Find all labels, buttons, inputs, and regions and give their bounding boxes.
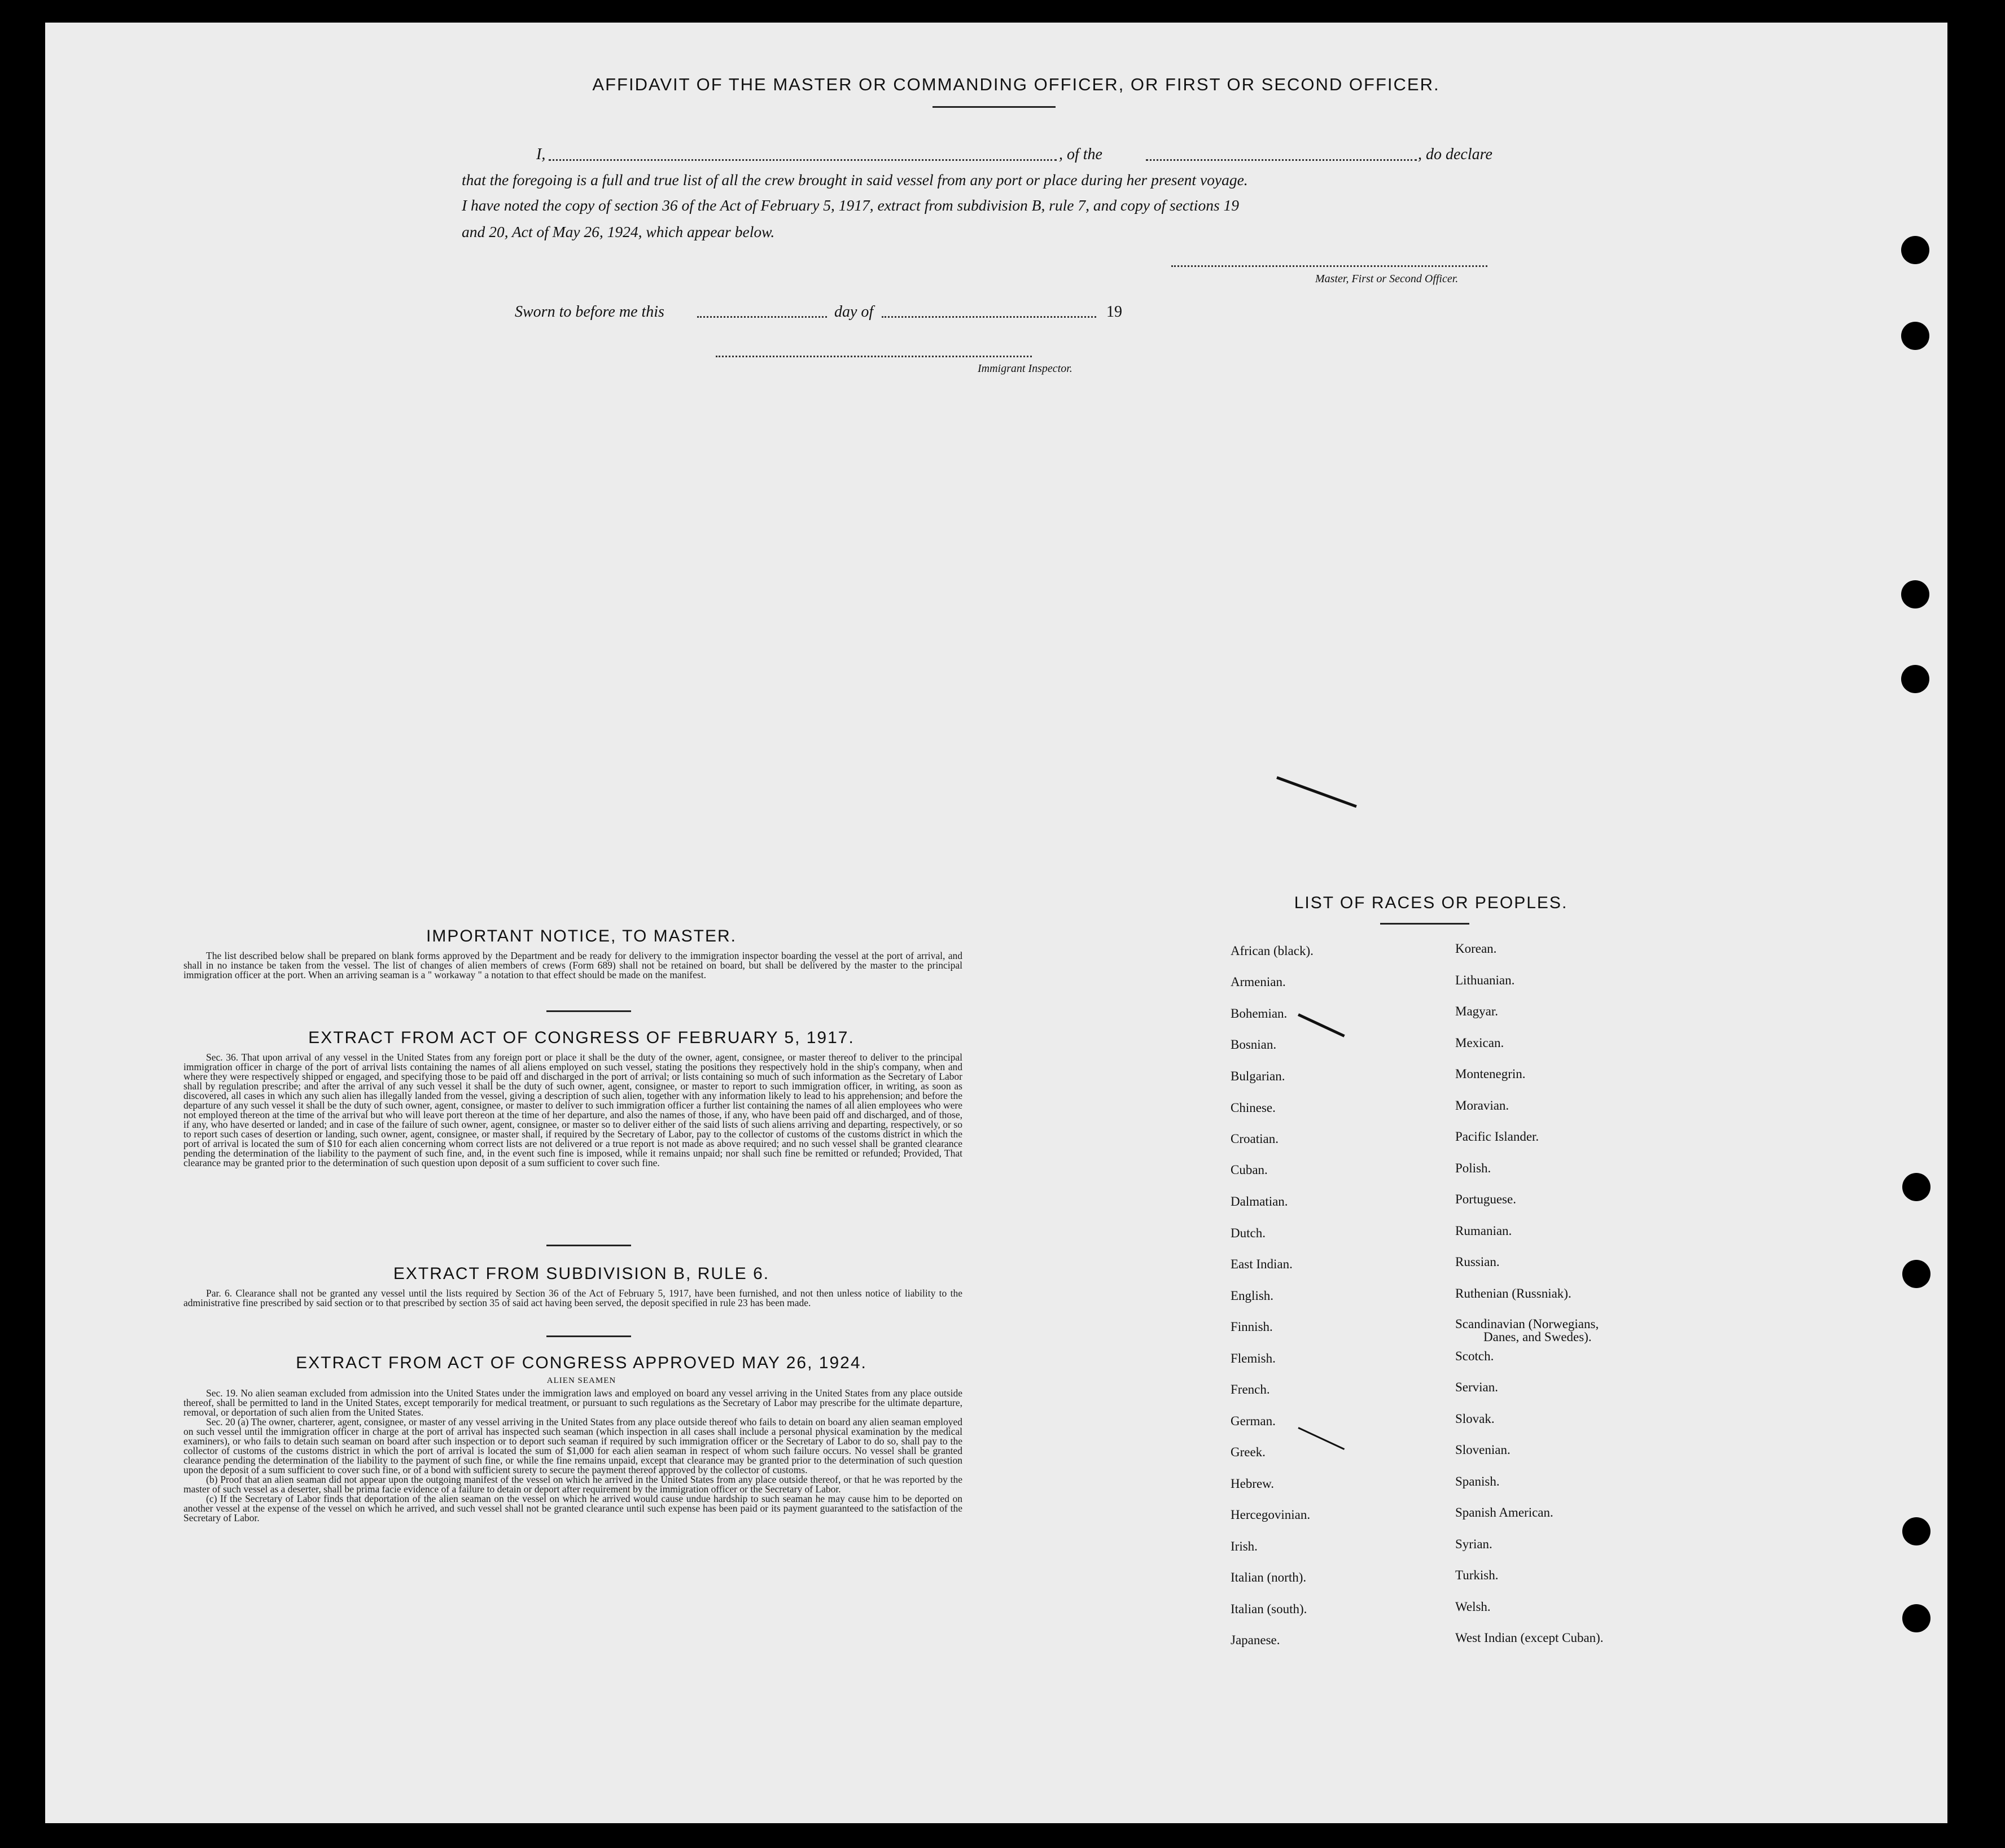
sworn-month-field[interactable] bbox=[882, 316, 1096, 318]
notice-paragraph: The list described below shall be prepared on blank forms approved by the Department and be ready for delivery to the immigration inspector boarding the vessel at the port of arrival, and shall in no instance be taken from the vessel. The list of changes of alien members of crews (Form 689) shall not be retained on board, but shall be delivered by the master to the principal immigration officer at the port. When an arriving seaman is a " workaway " a notation to that effect should be made on the manifest. bbox=[183, 950, 962, 980]
section-divider bbox=[546, 1245, 631, 1246]
punch-hole bbox=[1902, 1604, 1930, 1632]
section-20a-paragraph: Sec. 20 (a) The owner, charterer, agent, consignee, or master of any vessel arriving in the United States from any place outside thereof who fails to detain on board any alien seaman employed on such vessel until the immigration officer in charge at the port of arrival has inspected such seaman (which inspection in all cases shall include a personal physical examination by the medical examiners), or who fails to detain such seaman on board after such inspection or to deport such seaman if required by such immigration officer or the Secretary of Labor to do so, shall pay to the collector of customs of the customs district in which the port of arrival is located the sum of $1,000 for each alien seaman in respect of whom such failure occurs. No vessel shall be granted clearance pending the determination of the liability to the payment of such fine, or while the fine remains unpaid, except that clearance may be granted prior to the determination of such question upon the deposit of a sum sufficient to cover such fine, or of a bond with sufficient surety to secure the payment thereof approved by the collector of customs. bbox=[183, 1416, 962, 1475]
race-item: German. bbox=[1231, 1414, 1276, 1428]
alien-seamen-subtitle: ALIEN SEAMEN bbox=[546, 1376, 616, 1385]
punch-hole bbox=[1901, 236, 1929, 264]
race-item: Turkish. bbox=[1455, 1568, 1499, 1582]
race-item: Servian. bbox=[1455, 1380, 1499, 1394]
race-item: Mexican. bbox=[1455, 1036, 1504, 1050]
section-36-paragraph: Sec. 36. That upon arrival of any vessel in the United States from any foreign port or place it shall be the duty of the owner, agent, consignee, or master thereof to deliver to the principal immigration officer in charge of the port of arrival lists containing the names of all aliens employed on such vessel, stating the positions they respectively hold in the ship's company, when and where they were respectively shipped or engaged, and specifying those to be paid off and discharged in the port of arrival; or lists containing so much of such information as the Secretary of Labor shall by regulation prescribe; and after the arrival of any such vessel it shall be the duty of such owner, agent, consignee, or master to report to such immigration officer, in writing, as soon as discovered, all cases in which any such alien has illegally landed from the vessel, giving a description of such alien, together with any information likely to lead to his apprehension; and before the departure of any such vessel it shall be the duty of such owner, agent, consignee, or master to deliver to such immigration officer a further list containing the names of all alien employees who were not employed thereon at the time of the arrival but who will leave port thereon at the time of her departure, and also the names of those, if any, who have been paid off and discharged, and of those, if any, who have deserted or landed; and in case of the failure of such owner, agent, consignee, or master so to deliver either of the said lists of such aliens arriving and departing, respectively, or so to report such cases of desertion or landing, such owner, agent, consignee, or master shall, if required by the Secretary of Labor, pay to the collector of customs of the customs district in which the port of arrival is located the sum of $10 for each alien concerning whom correct lists are not delivered or a true report is not made as above required; and no such vessel shall be granted clearance pending the determination of the liability to the payment of such fine, and, in the event such fine is imposed, while it remains unpaid; nor shall such fine be remitted or refunded; Provided, That clearance may be granted prior to the determination of such question upon deposit of a sum sufficient to cover such fine. bbox=[183, 1052, 962, 1168]
race-item: East Indian. bbox=[1231, 1257, 1293, 1271]
race-item: Rumanian. bbox=[1455, 1224, 1512, 1238]
extract-1917-text bbox=[183, 1053, 962, 1168]
race-item: Armenian. bbox=[1231, 975, 1286, 989]
race-item: Polish. bbox=[1455, 1161, 1491, 1175]
extract-1924-title: EXTRACT FROM ACT OF CONGRESS APPROVED MAY 26, 1924. bbox=[296, 1354, 867, 1372]
vessel-name-field[interactable] bbox=[1146, 159, 1417, 161]
race-item-continuation: Danes, and Swedes). bbox=[1483, 1330, 1592, 1344]
punch-hole bbox=[1901, 580, 1929, 608]
race-item: Spanish American. bbox=[1455, 1505, 1553, 1519]
race-item: Hercegovinian. bbox=[1231, 1508, 1311, 1522]
race-item: Syrian. bbox=[1455, 1537, 1492, 1551]
races-title-underline bbox=[1380, 923, 1469, 925]
race-item: Dalmatian. bbox=[1231, 1194, 1288, 1208]
race-item: Welsh. bbox=[1455, 1600, 1491, 1614]
day-of-label: day of bbox=[834, 303, 874, 321]
race-item: Portuguese. bbox=[1455, 1192, 1516, 1206]
affidavit-declarant-label: I, bbox=[536, 146, 546, 163]
extract-1924-text bbox=[183, 1389, 962, 1523]
race-item: Finnish. bbox=[1231, 1320, 1273, 1334]
affidavit-of-the-label: , of the bbox=[1059, 146, 1102, 163]
inspector-signature-caption: Immigrant Inspector. bbox=[978, 362, 1072, 375]
sworn-label: Sworn to before me this bbox=[515, 303, 664, 321]
race-item: English. bbox=[1231, 1289, 1274, 1303]
race-item: Russian. bbox=[1455, 1255, 1500, 1269]
section-19-paragraph: Sec. 19. No alien seaman excluded from admission into the United States under the immigration laws and employed on board any vessel arriving in the United States from any place outside thereof, shall be permitted to land in the United States, except temporarily for medical treatment, or pursuant to such regulations as the Secretary of Labor may prescribe for the ultimate departure, removal, or deportation of such alien from the United States. bbox=[183, 1387, 962, 1418]
races-title: LIST OF RACES OR PEOPLES. bbox=[1294, 894, 1568, 912]
race-item: Pacific Islander. bbox=[1455, 1129, 1539, 1144]
punch-hole bbox=[1901, 322, 1929, 350]
title-underline bbox=[933, 106, 1056, 108]
extract-1917-title: EXTRACT FROM ACT OF CONGRESS OF FEBRUARY 5, 1917. bbox=[308, 1028, 855, 1047]
race-item: Moravian. bbox=[1455, 1098, 1509, 1113]
race-item: Scandinavian (Norwegians, bbox=[1455, 1317, 1599, 1331]
race-item: French. bbox=[1231, 1382, 1270, 1396]
extract-rule6-text bbox=[183, 1289, 962, 1308]
race-item: Dutch. bbox=[1231, 1226, 1266, 1240]
race-item: Bulgarian. bbox=[1231, 1069, 1285, 1083]
inspector-signature-line[interactable] bbox=[716, 356, 1032, 357]
race-item: Italian (north). bbox=[1231, 1570, 1307, 1584]
section-divider bbox=[546, 1335, 631, 1337]
race-item: Montenegrin. bbox=[1455, 1067, 1526, 1081]
race-item: Bosnian. bbox=[1231, 1037, 1277, 1052]
master-signature-caption: Master, First or Second Officer. bbox=[1315, 273, 1459, 285]
section-20b-paragraph: (b) Proof that an alien seaman did not appear upon the outgoing manifest of the vessel on which he arrived in the United States from any place outside thereof, or that he was reported by the master of such vessel as a deserter, shall be prima facie evidence of a failure to detain or deport after requirement by the immigration officer or the Secretary of Labor. bbox=[183, 1474, 962, 1495]
manifest-back-page bbox=[45, 23, 1947, 1823]
section-divider bbox=[546, 1010, 631, 1012]
affidavit-line-3: I have noted the copy of section 36 of the Act of February 5, 1917, extract from subdivision B, rule 7, and copy of sections 19 bbox=[462, 196, 1240, 214]
race-item: Spanish. bbox=[1455, 1474, 1500, 1488]
race-item: Greek. bbox=[1231, 1445, 1266, 1459]
affidavit-line-2: that the foregoing is a full and true list of all the crew brought in said vessel from any port or place during her present voyage. bbox=[462, 171, 1248, 189]
punch-hole bbox=[1902, 1173, 1930, 1201]
notice-text bbox=[183, 951, 962, 980]
punch-hole bbox=[1902, 1260, 1930, 1288]
race-item: Scotch. bbox=[1455, 1349, 1494, 1363]
race-item: Italian (south). bbox=[1231, 1602, 1307, 1616]
year-label: 19 bbox=[1106, 303, 1122, 321]
race-item: Flemish. bbox=[1231, 1351, 1276, 1365]
sworn-day-field[interactable] bbox=[697, 316, 827, 318]
race-item: West Indian (except Cuban). bbox=[1455, 1631, 1604, 1645]
race-item: African (black). bbox=[1231, 944, 1314, 958]
race-item: Lithuanian. bbox=[1455, 973, 1515, 987]
notice-title: IMPORTANT NOTICE, TO MASTER. bbox=[426, 927, 737, 945]
race-item: Hebrew. bbox=[1231, 1477, 1275, 1491]
race-item: Cuban. bbox=[1231, 1163, 1268, 1177]
affidavit-declare-label: , do declare bbox=[1418, 146, 1492, 163]
race-item: Bohemian. bbox=[1231, 1006, 1288, 1021]
race-item: Croatian. bbox=[1231, 1132, 1279, 1146]
race-item: Slovak. bbox=[1455, 1412, 1495, 1426]
extract-rule6-title: EXTRACT FROM SUBDIVISION B, RULE 6. bbox=[393, 1264, 770, 1283]
race-item: Magyar. bbox=[1455, 1004, 1499, 1018]
affidavit-line-4: and 20, Act of May 26, 1924, which appear below. bbox=[462, 223, 775, 240]
declarant-name-field[interactable] bbox=[549, 159, 1057, 161]
race-item: Chinese. bbox=[1231, 1101, 1276, 1115]
punch-hole bbox=[1902, 1517, 1930, 1545]
race-item: Irish. bbox=[1231, 1539, 1258, 1553]
punch-hole bbox=[1901, 665, 1929, 693]
race-item: Slovenian. bbox=[1455, 1443, 1511, 1457]
race-item: Ruthenian (Russniak). bbox=[1455, 1286, 1571, 1300]
affidavit-title: AFFIDAVIT OF THE MASTER OR COMMANDING OFFICER, OR FIRST OR SECOND OFFICER. bbox=[592, 75, 1440, 94]
section-20c-paragraph: (c) If the Secretary of Labor finds that deportation of the alien seaman on the vessel on which he arrived would cause undue hardship to such seaman he may cause him to be deported on another vessel at the expense of the vessel on which he arrived, and such vessel shall not be granted clearance until such expense has been paid or its payment guaranteed to the satisfaction of the Secretary of Labor. bbox=[183, 1493, 962, 1523]
race-item: Japanese. bbox=[1231, 1633, 1280, 1647]
rule-6-paragraph: Par. 6. Clearance shall not be granted any vessel until the lists required by Section 36 of the Act of February 5, 1917, have been furnished, and not then unless notice of liability to the administrative fine prescribed by said section or to that prescribed by section 35 of said act having been served, the deposit specified in rule 23 has been made. bbox=[183, 1288, 962, 1308]
scan-border-bottom bbox=[45, 1823, 1947, 1848]
master-signature-line[interactable] bbox=[1171, 265, 1487, 267]
race-item: Korean. bbox=[1455, 941, 1497, 956]
